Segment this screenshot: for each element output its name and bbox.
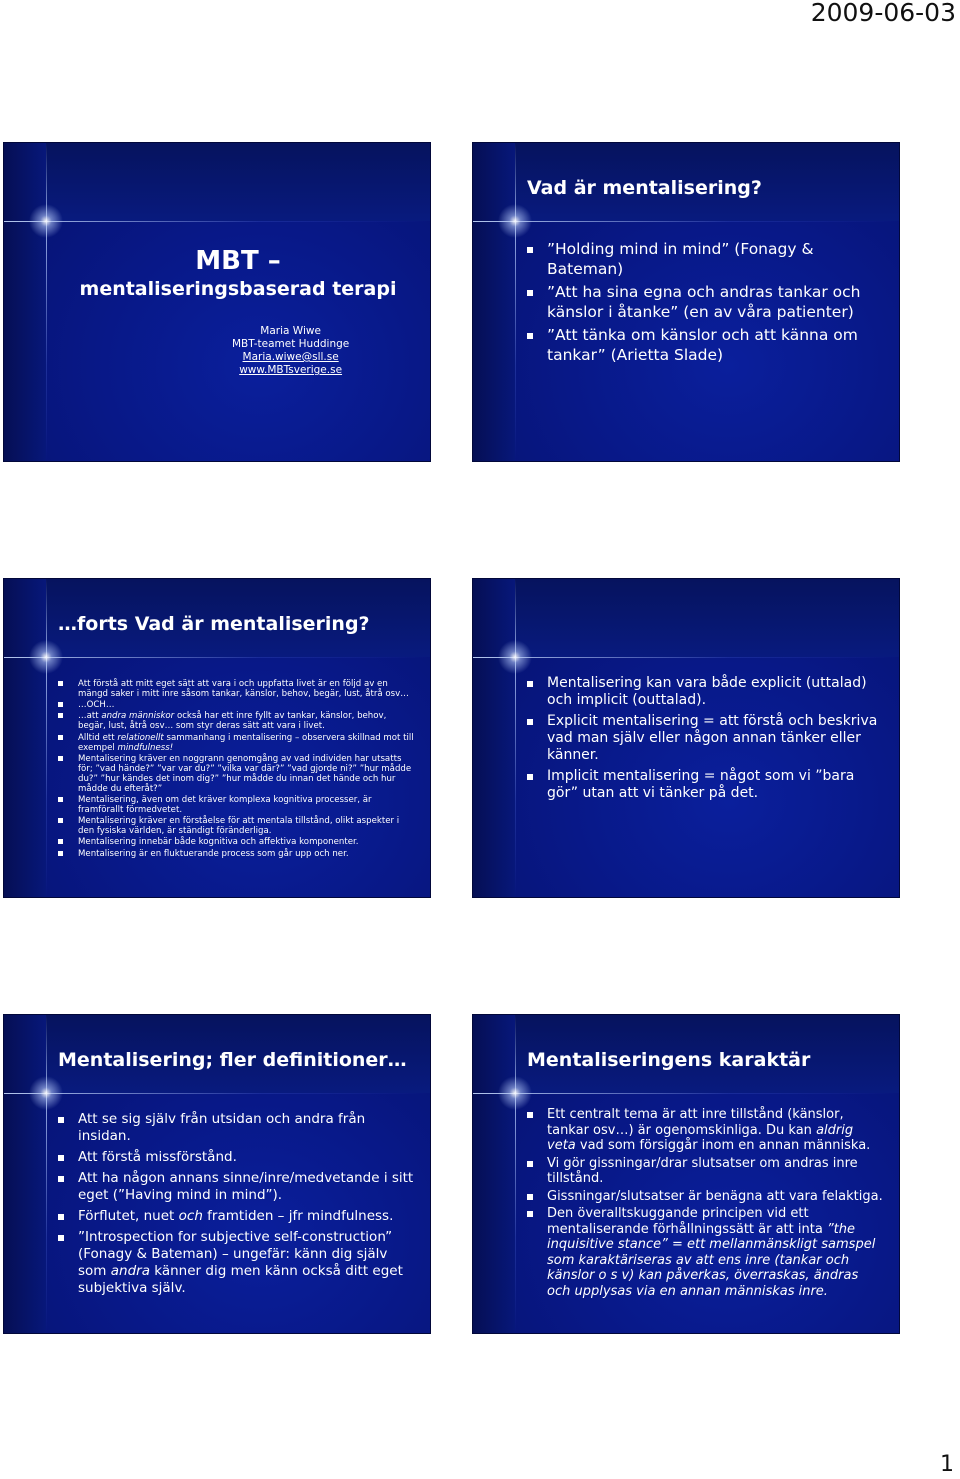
slide-divider-vertical: [46, 579, 47, 897]
bullet-item: …OCH…: [58, 700, 416, 710]
slide-divider-vertical: [515, 1015, 516, 1333]
bullet-item: Att förstå att mitt eget sätt att vara i och uppfatta livet är en följd av en mängd saker i mitt inre såsom tankar, känslor, behov, begär, lust, åtrå osv…: [58, 679, 416, 699]
bullet-item: [58, 1208, 416, 1225]
emphasis-text: relationellt: [117, 732, 164, 743]
slide-4: [472, 578, 900, 898]
sparkle-icon: [26, 1073, 66, 1113]
website-link[interactable]: www.MBTsverige.se: [239, 364, 343, 376]
slide-body: [58, 679, 416, 860]
slide-divider-vertical: [515, 579, 516, 897]
bullet-item: ”Att tänka om känslor och att känna om tankar” (Arietta Slade): [527, 325, 885, 365]
slide-title: Vad är mentalisering?: [527, 177, 762, 199]
bullet-list: [58, 1111, 416, 1297]
slide-title: …forts Vad är mentalisering?: [58, 613, 370, 635]
bullet-item: Att se sig själv från utsidan och andra från insidan.: [58, 1111, 416, 1145]
bullet-item: Implicit mentalisering = något som vi ”bara gör” utan att vi tänker på det.: [527, 768, 885, 802]
bullet-item: Att ha någon annans sinne/inre/medvetande i sitt eget (”Having mind in mind”).: [58, 1170, 416, 1204]
bullet-item: Mentalisering kräver en förståelse för att mentala tillstånd, olikt aspekter i den fysiska världen, är ständigt föränderliga.: [58, 816, 416, 836]
slide-divider-horizontal: [473, 657, 899, 658]
slide-divider-vertical: [46, 143, 47, 461]
slide-title: Mentalisering; fler definitioner…: [58, 1049, 407, 1071]
sparkle-icon: [495, 637, 535, 677]
bullet-list: [527, 675, 885, 802]
emphasis-text: andra människor: [101, 711, 175, 722]
slide-3: [3, 578, 431, 898]
bullet-item: Mentalisering är en fluktuerande process som går upp och ner.: [58, 849, 416, 859]
slide-side-band: [4, 1015, 46, 1333]
slide-2: [472, 142, 900, 462]
bullet-item: [58, 733, 416, 753]
slide-title: Mentaliseringens karaktär: [527, 1049, 811, 1071]
bullet-list: [527, 1107, 885, 1299]
slide-body: [58, 1111, 416, 1301]
slide-side-band: [4, 143, 46, 461]
slide-body: [527, 1107, 885, 1301]
emphasis-text: ”the inquisitive stance” = ett mellanmänskligt samspel som karaktäriseras av att ens inre (tankar och känslor o s v) kan påverkas, överraskas, ändras och upplysas via en annan människas inre.: [547, 1221, 876, 1299]
text-run: Ett centralt tema är att inre tillstånd (känslor, tankar osv…) är ogenomskinliga. Du kan: [547, 1107, 844, 1138]
text-run: vad som försiggår inom en annan människa.: [575, 1138, 871, 1153]
slide-side-band: [473, 1015, 515, 1333]
slide-divider-horizontal: [4, 657, 430, 658]
text-run: Den överalltskuggande principen vid ett mentaliserande förhållningssätt är att inta: [547, 1206, 827, 1237]
author-name: Maria Wiwe: [260, 325, 321, 337]
bullet-item: Mentalisering innebär både kognitiva och affektiva komponenter.: [58, 837, 416, 847]
bullet-item: Mentalisering, även om det kräver komplexa kognitiva processer, är framförallt förmedvetet.: [58, 795, 416, 815]
text-run: framtiden – jfr mindfulness.: [202, 1208, 394, 1224]
slide-5: [3, 1014, 431, 1334]
page-date: 2009-06-03: [810, 0, 956, 27]
bullet-item: [58, 711, 416, 731]
slide-body: [527, 239, 885, 368]
title-line-2: mentaliseringsbaserad terapi: [79, 278, 397, 300]
slide-divider-horizontal: [4, 221, 430, 222]
slide-divider-vertical: [46, 1015, 47, 1333]
bullet-item: [527, 1107, 885, 1154]
text-run: också har ett inre fyllt av tankar, känslor, behov, begär, lust, åtrå osv… som styr deras sätt att vara i livet.: [78, 711, 387, 732]
bullet-item: Mentalisering kan vara både explicit (uttalad) och implicit (outtalad).: [527, 675, 885, 709]
slide-divider-horizontal: [4, 1093, 430, 1094]
email-link[interactable]: Maria.wiwe@sll.se: [242, 351, 339, 363]
slide-header-band: [4, 143, 430, 221]
emphasis-text: andra: [110, 1263, 150, 1279]
slide-divider-vertical: [515, 143, 516, 461]
text-run: Alltid ett: [78, 732, 118, 743]
sparkle-icon: [26, 637, 66, 677]
sparkle-icon: [26, 201, 66, 241]
slide-header-band: [473, 579, 899, 657]
bullet-item: Mentalisering kräver en noggrann genomgång av vad individen har utsatts för; ”vad hände?” ”var var du?” ”vilka var där?” ”vad gjorde ni?” ”hur mådde du?” ”hur kändes det inom dig?” ”hur mådde du innan det hände och hur mådde du efteråt?”: [58, 754, 416, 794]
bullet-item: Explicit mentalisering = att förstå och beskriva vad man själv eller någon annan tänker eller känner.: [527, 713, 885, 764]
text-run: känner dig men känn också ditt eget subjektiva själv.: [78, 1263, 403, 1296]
text-run: Förflutet, nuet: [78, 1208, 179, 1224]
author-info: [232, 325, 349, 377]
emphasis-text: mindfulness!: [117, 742, 174, 753]
bullet-item: ”Holding mind in mind” (Fonagy & Bateman): [527, 239, 885, 279]
emphasis-text: och: [178, 1208, 203, 1224]
bullet-item: Vi gör gissningar/drar slutsatser om andras inre tillstånd.: [527, 1156, 885, 1187]
slide-side-band: [473, 579, 515, 897]
slide-title: [46, 246, 430, 302]
sparkle-icon: [495, 201, 535, 241]
bullet-item: Gissningar/slutsatser är benägna att vara felaktiga.: [527, 1189, 885, 1205]
bullet-item: Att förstå missförstånd.: [58, 1149, 416, 1166]
slide-side-band: [473, 143, 515, 461]
bullet-item: [58, 1229, 416, 1297]
text-run: …att: [78, 711, 102, 722]
emphasis-text: aldrig veta: [547, 1122, 854, 1153]
bullet-item: [527, 1206, 885, 1299]
slide-divider-horizontal: [473, 221, 899, 222]
slide-divider-horizontal: [473, 1093, 899, 1094]
slide-6: [472, 1014, 900, 1334]
slide-1: [3, 142, 431, 462]
title-line-1: MBT –: [195, 246, 281, 276]
bullet-list: [527, 239, 885, 365]
text-run: ”Introspection for subjective self-construction” (Fonagy & Bateman) – ungefär: känn dig själv som: [78, 1229, 393, 1279]
bullet-item: ”Att ha sina egna och andras tankar och känslor i åtanke” (en av våra patienter): [527, 282, 885, 322]
slide-side-band: [4, 579, 46, 897]
text-run: sammanhang i mentalisering – observera skillnad mot till exempel: [78, 732, 414, 753]
page-number: 1: [940, 1452, 954, 1477]
team-name: MBT-teamet Huddinge: [232, 338, 350, 350]
bullet-list: [58, 679, 416, 859]
slide-body: [527, 675, 885, 806]
